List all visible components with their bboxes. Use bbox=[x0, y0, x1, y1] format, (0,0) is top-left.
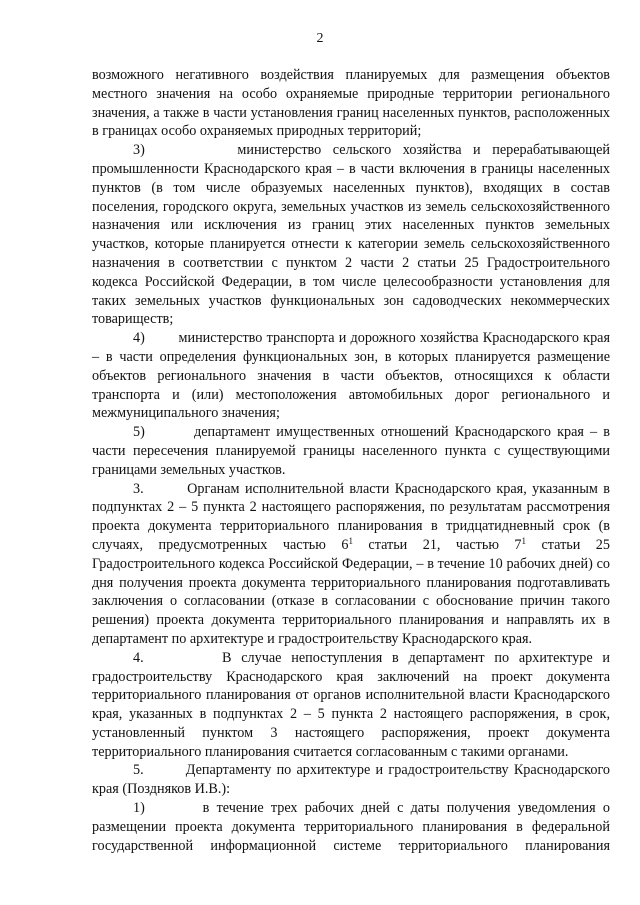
paragraph-continuation: возможного негативного воздействия планируемых для размещения объектов местного значения на особо охраняемые природные территории регионального значения, а также в части установления границ населенных пунктов, расположенных в границах особо охраняемых природных территорий; bbox=[92, 67, 610, 140]
paragraph-item-5-property-department: 5) департамент имущественных отношений Краснодарского края – в части пересечения планируемой границы населенного пункта с существующими границами земельных участков. bbox=[92, 424, 610, 478]
paragraph-clause-4: 4. В случае непоступления в департамент по архитектуре и градостроительству Краснодарского края заключений на проект документа территориального планирования от органов исполнительной власти Краснодарского края, указанных в подпунктах 2 – 5 пункта 2 настоящего распоряжения, в срок, установленный пунктом 3 настоящего распоряжения, проект документа территориального планирования считается согласованным с такими органами. bbox=[92, 649, 610, 760]
superscript-one: 1 bbox=[348, 535, 353, 546]
superscript-one: 1 bbox=[521, 535, 526, 546]
document-body bbox=[92, 66, 610, 855]
paragraph-clause-3: 3. Органам исполнительной власти Краснодарского края, указанным в подпунктах 2 – 5 пункта 2 настоящего распоряжения, по результатам рассмотрения проекта документа территориального планирования в тридцатидневный срок (в случаях, предусмотренных частью $6^1$ статьи 21, частью $7^1$ статьи 25 Градостроительного кодекса Российской Федерации, – в течение 10 рабочих дней) со дня получения проекта документа территориального планирования подготавливать заключения о согласовании (отказе в согласовании с обоснование причин такого решения) проекта документа территориального планирования и направлять их в департамент по архитектуре и градостроительству Краснодарского края. bbox=[92, 480, 610, 647]
page-number: 2 bbox=[316, 31, 324, 46]
paragraph-clause-5-item-1: 1) в течение трех рабочих дней с даты получения уведомления о размещении проекта документа территориального планирования в федеральной государственной информационной системе территориального планирования bbox=[92, 800, 610, 854]
paragraph-item-4-ministry-transport: 4) министерство транспорта и дорожного хозяйства Краснодарского края – в части определения функциональных зон, в которых планируется размещение объектов регионального значения в части объектов, относящихся к области транспорта и (или) местоположения автомобильных дорог регионального и межмуниципального значения; bbox=[92, 330, 610, 422]
paragraph-clause-5: 5. Департаменту по архитектуре и градостроительству Краснодарского края (Поздняков И.В.): bbox=[92, 762, 610, 798]
paragraph-item-3-ministry-agriculture: 3) министерство сельского хозяйства и перерабатывающей промышленности Краснодарского края – в части включения в границы населенных пунктов (в том числе образуемых населенных пунктов), входящих в состав поселения, городского округа, земельных участков из земель сельскохозяйственного назначения или исключения из границ этих населенных пунктов земельных участков, которые планируется отнести к категории земель сельскохозяйственного назначения в соответствии с пунктом 2 части 2 статьи 25 Градостроительного кодекса Российской Федерации, в том числе целесообразности установления для таких земельных участков функциональных зон садоводческих некоммерческих товариществ; bbox=[92, 142, 610, 328]
